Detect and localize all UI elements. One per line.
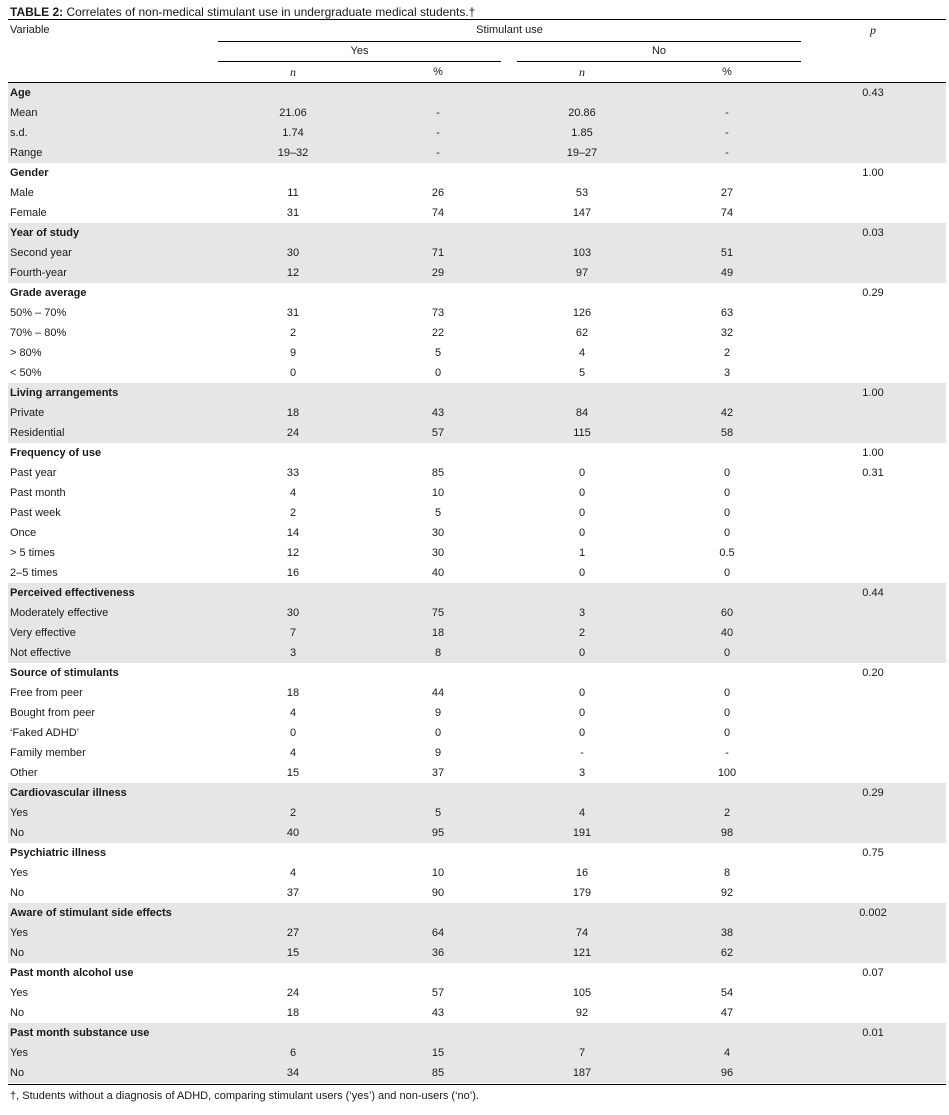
no-n-cell: 5	[578, 367, 586, 379]
yes-n-cell: 14	[286, 527, 300, 539]
table-row	[8, 743, 946, 763]
no-pct-cell: 47	[720, 1007, 734, 1019]
yes-pct-cell: 73	[431, 307, 445, 319]
table-row	[8, 143, 946, 163]
table-row	[8, 943, 946, 963]
row-label: Moderately effective	[10, 607, 109, 619]
no-pct-cell: -	[725, 147, 729, 159]
no-n-cell: 92	[575, 1007, 589, 1019]
no-n-cell: 0	[578, 687, 586, 699]
yes-n-cell: 0	[289, 727, 297, 739]
no-pct-cell: 0	[723, 647, 731, 659]
yes-pct-cell: 26	[431, 187, 445, 199]
table-row	[8, 543, 946, 563]
no-n-cell: 0	[578, 707, 586, 719]
stimulant-use-rule	[218, 41, 801, 42]
row-label: Mean	[10, 107, 38, 119]
no-n-cell: 179	[572, 887, 592, 899]
no-pct-cell: 0	[723, 707, 731, 719]
yes-n-cell: 31	[286, 207, 300, 219]
no-pct-cell: 96	[720, 1067, 734, 1079]
row-label: Range	[10, 147, 43, 159]
row-label: No	[10, 1007, 25, 1019]
header-stimulant-use: Stimulant use	[476, 24, 543, 36]
row-label: Past month	[10, 487, 66, 499]
yes-n-cell: 4	[289, 487, 297, 499]
yes-pct-cell: 44	[431, 687, 445, 699]
yes-pct-cell: 36	[431, 947, 445, 959]
no-pct-cell: 62	[720, 947, 734, 959]
no-n-cell: 0	[578, 527, 586, 539]
section-title: Year of study	[10, 227, 80, 239]
row-label: Bought from peer	[10, 707, 95, 719]
no-n-cell: 62	[575, 327, 589, 339]
no-pct-cell: 74	[720, 207, 734, 219]
yes-pct-cell: 18	[431, 627, 445, 639]
row-label: Yes	[10, 927, 28, 939]
section-title: Living arrangements	[10, 387, 119, 399]
table-body	[8, 83, 946, 1083]
table-row	[8, 863, 946, 883]
yes-pct-cell: 10	[431, 487, 445, 499]
row-label: 2–5 times	[10, 567, 58, 579]
caption-label: TABLE 2:	[10, 5, 64, 19]
top-rule	[8, 19, 946, 20]
section-title: Frequency of use	[10, 447, 102, 459]
no-pct-cell: 38	[720, 927, 734, 939]
yes-n-cell: 18	[286, 407, 300, 419]
table-row	[8, 603, 946, 623]
yes-pct-cell: 43	[431, 407, 445, 419]
no-pct-cell: 42	[720, 407, 734, 419]
header-yes-n: n	[290, 65, 296, 79]
row-label: 70% – 80%	[10, 327, 67, 339]
no-pct-cell: 98	[720, 827, 734, 839]
no-n-cell: 20.86	[568, 107, 596, 119]
p-value: 1.00	[862, 387, 884, 399]
row-label: s.d.	[10, 127, 28, 139]
no-pct-cell: 2	[723, 807, 731, 819]
yes-pct-cell: -	[436, 147, 440, 159]
p-value: 0.29	[862, 787, 884, 799]
table-row	[8, 123, 946, 143]
section-header-row	[8, 963, 946, 983]
yes-n-cell: 7	[289, 627, 297, 639]
row-label: Once	[10, 527, 37, 539]
section-title: Age	[10, 87, 31, 99]
row-label: Not effective	[10, 647, 71, 659]
yes-pct-cell: 57	[431, 987, 445, 999]
table-row	[8, 763, 946, 783]
yes-pct-cell: 15	[431, 1047, 445, 1059]
table-row	[8, 923, 946, 943]
yes-pct-cell: 64	[431, 927, 445, 939]
table-row	[8, 243, 946, 263]
p-value: 0.44	[862, 587, 884, 599]
yes-n-cell: 30	[286, 607, 300, 619]
row-label: Free from peer	[10, 687, 83, 699]
no-n-cell: 2	[578, 627, 586, 639]
no-n-cell: -	[580, 747, 584, 759]
no-pct-cell: 51	[720, 247, 734, 259]
no-n-cell: 53	[575, 187, 589, 199]
no-n-cell: 16	[575, 867, 589, 879]
p-value: 0.75	[862, 847, 884, 859]
yes-n-cell: 15	[286, 767, 300, 779]
no-n-cell: 0	[578, 507, 586, 519]
no-n-cell: 0	[578, 487, 586, 499]
p-value: 0.20	[862, 667, 884, 679]
row-label: Yes	[10, 867, 28, 879]
no-rule	[517, 61, 801, 62]
table-row	[8, 803, 946, 823]
no-pct-cell: 0	[723, 467, 731, 479]
section-header-row	[8, 383, 946, 403]
yes-n-cell: 11	[287, 187, 299, 199]
yes-n-cell: 30	[286, 247, 300, 259]
yes-pct-cell: -	[436, 107, 440, 119]
section-header-row	[8, 783, 946, 803]
no-n-cell: 0	[578, 567, 586, 579]
section-header-row	[8, 83, 946, 103]
no-pct-cell: 8	[723, 867, 731, 879]
no-pct-cell: 3	[723, 367, 731, 379]
no-n-cell: 19–27	[566, 147, 598, 159]
no-pct-cell: 0.5	[719, 547, 735, 559]
p-value: 1.00	[862, 167, 884, 179]
no-n-cell: 105	[572, 987, 592, 999]
yes-n-cell: 6	[289, 1047, 297, 1059]
no-pct-cell: 100	[717, 767, 737, 779]
row-label: Past year	[10, 467, 57, 479]
no-n-cell: 4	[578, 347, 586, 359]
section-header-row	[8, 583, 946, 603]
p-value: 0.43	[862, 87, 884, 99]
p-value: 1.00	[862, 447, 884, 459]
no-pct-cell: 92	[720, 887, 734, 899]
yes-n-cell: 34	[286, 1067, 300, 1079]
header-variable: Variable	[10, 24, 50, 36]
yes-n-cell: 12	[286, 267, 300, 279]
yes-n-cell: 2	[289, 327, 297, 339]
no-pct-cell: 60	[720, 607, 734, 619]
yes-pct-cell: 85	[431, 1067, 445, 1079]
no-pct-cell: 0	[723, 567, 731, 579]
no-n-cell: 3	[578, 607, 586, 619]
yes-pct-cell: 9	[434, 707, 442, 719]
no-n-cell: 126	[572, 307, 592, 319]
yes-n-cell: 31	[286, 307, 300, 319]
yes-pct-cell: 40	[431, 567, 445, 579]
yes-n-cell: 18	[286, 1007, 300, 1019]
no-pct-cell: 27	[720, 187, 734, 199]
row-label: No	[10, 1067, 25, 1079]
table-row	[8, 423, 946, 443]
table-row	[8, 323, 946, 343]
table-row	[8, 303, 946, 323]
header-no: No	[651, 45, 667, 57]
yes-pct-cell: 9	[434, 747, 442, 759]
p-value: 0.03	[862, 227, 884, 239]
yes-n-cell: 19–32	[277, 147, 309, 159]
row-label: Second year	[10, 247, 72, 259]
yes-n-cell: 4	[289, 867, 297, 879]
no-pct-cell: 0	[723, 487, 731, 499]
row-label: > 80%	[10, 347, 42, 359]
table-row	[8, 483, 946, 503]
yes-n-cell: 3	[289, 647, 297, 659]
yes-pct-cell: 75	[431, 607, 445, 619]
no-pct-cell: 0	[723, 527, 731, 539]
row-label: No	[10, 827, 25, 839]
yes-pct-cell: 5	[434, 807, 442, 819]
section-header-row	[8, 903, 946, 923]
row-label: > 5 times	[10, 547, 55, 559]
row-label: 50% – 70%	[10, 307, 67, 319]
yes-pct-cell: 74	[431, 207, 445, 219]
header-yes: Yes	[350, 45, 369, 57]
yes-n-cell: 24	[286, 987, 300, 999]
section-title: Aware of stimulant side effects	[10, 907, 172, 919]
row-label: Family member	[10, 747, 86, 759]
header-no-pct: %	[722, 66, 732, 78]
section-header-row	[8, 283, 946, 303]
no-n-cell: 97	[575, 267, 589, 279]
no-n-cell: 121	[572, 947, 592, 959]
table-row	[8, 823, 946, 843]
no-n-cell: 0	[578, 727, 586, 739]
row-label: ‘Faked ADHD’	[10, 727, 80, 739]
header-p: p	[870, 23, 876, 37]
bottom-rule	[8, 1084, 946, 1085]
no-pct-cell: 0	[723, 507, 731, 519]
no-pct-cell: 2	[723, 347, 731, 359]
yes-pct-cell: 5	[434, 347, 442, 359]
table-row	[8, 503, 946, 523]
yes-n-cell: 27	[286, 927, 300, 939]
table-row	[8, 683, 946, 703]
yes-pct-cell: 8	[434, 647, 442, 659]
section-header-row	[8, 443, 946, 463]
table-row	[8, 103, 946, 123]
section-header-row	[8, 163, 946, 183]
yes-pct-cell: 95	[431, 827, 445, 839]
no-n-cell: 74	[575, 927, 589, 939]
section-title: Past month substance use	[10, 1027, 150, 1039]
no-pct-cell: 58	[720, 427, 734, 439]
yes-pct-cell: 37	[431, 767, 445, 779]
yes-pct-cell: 29	[431, 267, 445, 279]
yes-n-cell: 12	[286, 547, 300, 559]
yes-pct-cell: 43	[431, 1007, 445, 1019]
no-n-cell: 1	[578, 547, 586, 559]
row-label: Other	[10, 767, 38, 779]
yes-n-cell: 16	[286, 567, 300, 579]
yes-n-cell: 37	[286, 887, 300, 899]
yes-n-cell: 1.74	[282, 127, 304, 139]
no-n-cell: 103	[572, 247, 592, 259]
no-n-cell: 3	[578, 767, 586, 779]
yes-pct-cell: 90	[431, 887, 445, 899]
no-n-cell: 4	[578, 807, 586, 819]
table-row	[8, 983, 946, 1003]
no-pct-cell: -	[725, 127, 729, 139]
section-header-row	[8, 223, 946, 243]
header-yes-pct: %	[433, 66, 443, 78]
section-title: Source of stimulants	[10, 667, 119, 679]
no-n-cell: 1.85	[571, 127, 593, 139]
yes-n-cell: 2	[289, 807, 297, 819]
no-pct-cell: 32	[720, 327, 734, 339]
section-title: Perceived effectiveness	[10, 587, 135, 599]
section-header-row	[8, 663, 946, 683]
no-pct-cell: 54	[720, 987, 734, 999]
yes-n-cell: 2	[289, 507, 297, 519]
no-pct-cell: 4	[723, 1047, 731, 1059]
table-caption	[10, 5, 475, 19]
table-row	[8, 263, 946, 283]
row-label: Very effective	[10, 627, 76, 639]
section-title: Psychiatric illness	[10, 847, 106, 859]
row-label: Fourth-year	[10, 267, 67, 279]
table-row	[8, 723, 946, 743]
table-row	[8, 703, 946, 723]
no-n-cell: 191	[572, 827, 592, 839]
table-row	[8, 183, 946, 203]
no-pct-cell: 40	[720, 627, 734, 639]
table-row	[8, 623, 946, 643]
table-row	[8, 523, 946, 543]
no-n-cell: 147	[572, 207, 592, 219]
table-row	[8, 563, 946, 583]
table-row	[8, 343, 946, 363]
table-row	[8, 1003, 946, 1023]
section-header-row	[8, 843, 946, 863]
yes-pct-cell: 0	[434, 727, 442, 739]
p-value: 0.31	[862, 467, 884, 479]
row-label: Yes	[10, 807, 28, 819]
row-label: Yes	[10, 987, 28, 999]
table-row	[8, 203, 946, 223]
no-pct-cell: -	[725, 747, 729, 759]
header-no-n: n	[579, 65, 585, 79]
row-label: Past week	[10, 507, 61, 519]
yes-n-cell: 0	[289, 367, 297, 379]
yes-n-cell: 9	[289, 347, 297, 359]
yes-n-cell: 21.06	[279, 107, 307, 119]
no-pct-cell: 63	[720, 307, 734, 319]
no-n-cell: 115	[573, 427, 591, 439]
row-label: Private	[10, 407, 45, 419]
row-label: No	[10, 887, 25, 899]
caption-text: Correlates of non-medical stimulant use in undergraduate medical students.†	[66, 5, 476, 19]
no-n-cell: 0	[578, 647, 586, 659]
yes-pct-cell: 10	[431, 867, 445, 879]
yes-rule	[218, 61, 501, 62]
no-n-cell: 187	[572, 1067, 592, 1079]
yes-n-cell: 24	[286, 427, 300, 439]
table-footnote: †, Students without a diagnosis of ADHD, comparing stimulant users (‘yes’) and non-users (‘no’).	[10, 1090, 479, 1102]
yes-n-cell: 33	[286, 467, 300, 479]
yes-n-cell: 4	[289, 747, 297, 759]
yes-n-cell: 18	[286, 687, 300, 699]
table-row	[8, 363, 946, 383]
table-row	[8, 463, 946, 483]
row-label: < 50%	[10, 367, 42, 379]
yes-pct-cell: 71	[431, 247, 445, 259]
table-row	[8, 883, 946, 903]
section-title: Past month alcohol use	[10, 967, 134, 979]
no-pct-cell: 0	[723, 687, 731, 699]
row-label: Yes	[10, 1047, 28, 1059]
table-row	[8, 643, 946, 663]
p-value: 0.29	[862, 287, 884, 299]
no-pct-cell: 0	[723, 727, 731, 739]
yes-pct-cell: 30	[431, 527, 445, 539]
p-value: 0.01	[862, 1027, 884, 1039]
no-n-cell: 84	[575, 407, 589, 419]
yes-pct-cell: -	[436, 127, 440, 139]
table-row	[8, 1043, 946, 1063]
no-pct-cell: -	[725, 107, 729, 119]
yes-n-cell: 4	[289, 707, 297, 719]
row-label: Male	[10, 187, 34, 199]
yes-pct-cell: 0	[434, 367, 442, 379]
no-n-cell: 0	[578, 467, 586, 479]
yes-n-cell: 15	[286, 947, 300, 959]
row-label: Female	[10, 207, 47, 219]
table-row	[8, 403, 946, 423]
section-title: Cardiovascular illness	[10, 787, 127, 799]
yes-pct-cell: 85	[431, 467, 445, 479]
table-row	[8, 1063, 946, 1083]
p-value: 0.002	[859, 907, 887, 919]
yes-pct-cell: 57	[431, 427, 445, 439]
section-title: Grade average	[10, 287, 87, 299]
yes-pct-cell: 22	[431, 327, 445, 339]
yes-pct-cell: 30	[431, 547, 445, 559]
no-pct-cell: 49	[720, 267, 734, 279]
section-title: Gender	[10, 167, 49, 179]
row-label: Residential	[10, 427, 65, 439]
yes-pct-cell: 5	[434, 507, 442, 519]
p-value: 0.07	[862, 967, 884, 979]
section-header-row	[8, 1023, 946, 1043]
no-n-cell: 7	[578, 1047, 586, 1059]
yes-n-cell: 40	[286, 827, 300, 839]
row-label: No	[10, 947, 25, 959]
